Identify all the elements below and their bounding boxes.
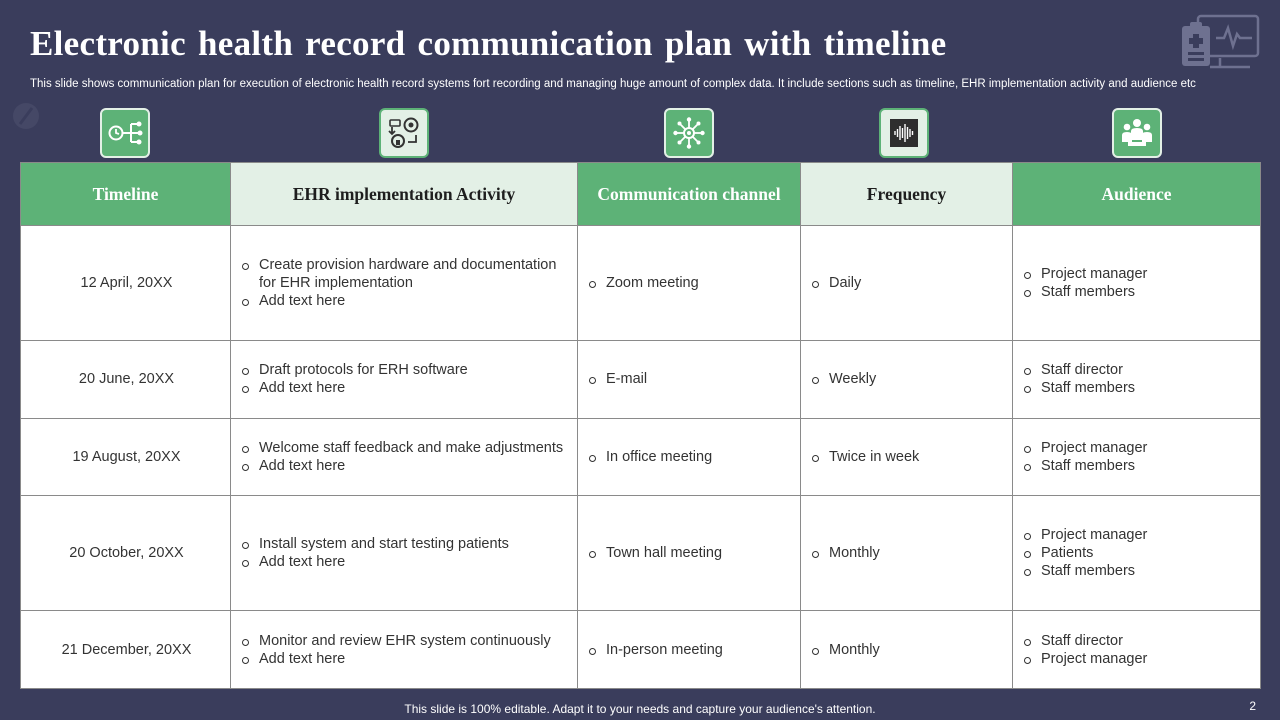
activity-item: Welcome staff feedback and make adjustments	[241, 439, 569, 457]
timeline-flow-icon	[107, 118, 143, 148]
channel-item: E-mail	[588, 370, 792, 388]
timeline-cell: 20 June, 20XX	[21, 341, 231, 419]
audience-item: Project manager	[1023, 265, 1252, 283]
audience-item: Staff members	[1023, 457, 1252, 475]
frequency-item: Daily	[811, 274, 1004, 292]
frequency-cell	[801, 226, 1013, 341]
frequency-item: Monthly	[811, 544, 1004, 562]
table-row	[21, 496, 1261, 611]
slide-footer: This slide is 100% editable. Adapt it to your needs and capture your audience's attention.	[404, 702, 876, 716]
audience-item: Staff director	[1023, 361, 1252, 379]
activity-item: Add text here	[241, 650, 569, 668]
audience-item: Project manager	[1023, 439, 1252, 457]
timeline-cell: 21 December, 20XX	[21, 611, 231, 689]
header-timeline: Timeline	[21, 163, 231, 226]
activity-cell	[231, 341, 578, 419]
audience-item: Staff members	[1023, 379, 1252, 397]
activity-cell	[231, 226, 578, 341]
activity-item: Create provision hardware and documentation for EHR implementation	[241, 256, 569, 292]
gears-lightbulb-icon	[386, 115, 422, 151]
audience-item: Staff members	[1023, 562, 1252, 580]
table-row	[21, 341, 1261, 419]
frequency-cell	[801, 341, 1013, 419]
communication-plan-table	[20, 162, 1261, 689]
audience-item: Project manager	[1023, 650, 1252, 668]
activity-cell	[231, 496, 578, 611]
activity-item: Draft protocols for ERH software	[241, 361, 569, 379]
channel-cell	[578, 496, 801, 611]
channel-item: In office meeting	[588, 448, 792, 466]
audience-icon-tile	[1112, 108, 1162, 158]
header-frequency: Frequency	[801, 163, 1013, 226]
activity-item: Add text here	[241, 553, 569, 571]
activity-item: Add text here	[241, 379, 569, 397]
audience-cell	[1013, 418, 1261, 496]
audio-wave-icon	[890, 119, 918, 147]
slide-subtitle: This slide shows communication plan for execution of electronic health record systems fort recording and managing huge amount of complex data. It include sections such as timeline, EHR implementation activity and audience etc	[30, 78, 1196, 90]
medical-clipboard-monitor-icon	[1180, 14, 1262, 72]
audience-item: Staff members	[1023, 283, 1252, 301]
activity-item: Install system and start testing patients	[241, 535, 569, 553]
channel-icon-tile	[664, 108, 714, 158]
frequency-item: Monthly	[811, 641, 1004, 659]
activity-cell	[231, 611, 578, 689]
audience-item: Staff director	[1023, 632, 1252, 650]
audience-item: Patients	[1023, 544, 1252, 562]
audience-cell	[1013, 341, 1261, 419]
timeline-cell: 12 April, 20XX	[21, 226, 231, 341]
audience-cell	[1013, 611, 1261, 689]
channel-item: Zoom meeting	[588, 274, 792, 292]
table-row	[21, 226, 1261, 341]
audience-cell	[1013, 496, 1261, 611]
channel-item: In-person meeting	[588, 641, 792, 659]
timeline-cell: 19 August, 20XX	[21, 418, 231, 496]
faint-logo-icon	[10, 96, 50, 136]
frequency-icon-tile	[879, 108, 929, 158]
frequency-item: Twice in week	[811, 448, 1004, 466]
timeline-icon-tile	[100, 108, 150, 158]
activity-item: Monitor and review EHR system continuously	[241, 632, 569, 650]
channel-item: Town hall meeting	[588, 544, 792, 562]
channel-cell	[578, 611, 801, 689]
audience-group-icon	[1119, 116, 1155, 150]
activity-icon-tile	[379, 108, 429, 158]
network-hub-icon	[672, 116, 706, 150]
channel-cell	[578, 341, 801, 419]
table-header-row	[21, 163, 1261, 226]
header-audience: Audience	[1013, 163, 1261, 226]
activity-item: Add text here	[241, 457, 569, 475]
activity-item: Add text here	[241, 292, 569, 310]
activity-cell	[231, 418, 578, 496]
channel-cell	[578, 226, 801, 341]
frequency-cell	[801, 418, 1013, 496]
channel-cell	[578, 418, 801, 496]
frequency-cell	[801, 611, 1013, 689]
timeline-cell: 20 October, 20XX	[21, 496, 231, 611]
header-channel: Communication channel	[578, 163, 801, 226]
frequency-cell	[801, 496, 1013, 611]
frequency-item: Weekly	[811, 370, 1004, 388]
table-row	[21, 611, 1261, 689]
audience-item: Project manager	[1023, 526, 1252, 544]
audience-cell	[1013, 226, 1261, 341]
header-activity: EHR implementation Activity	[231, 163, 578, 226]
page-number: 2	[1249, 699, 1256, 713]
table-row	[21, 418, 1261, 496]
slide-title: Electronic health record communication plan with timeline	[30, 24, 947, 63]
